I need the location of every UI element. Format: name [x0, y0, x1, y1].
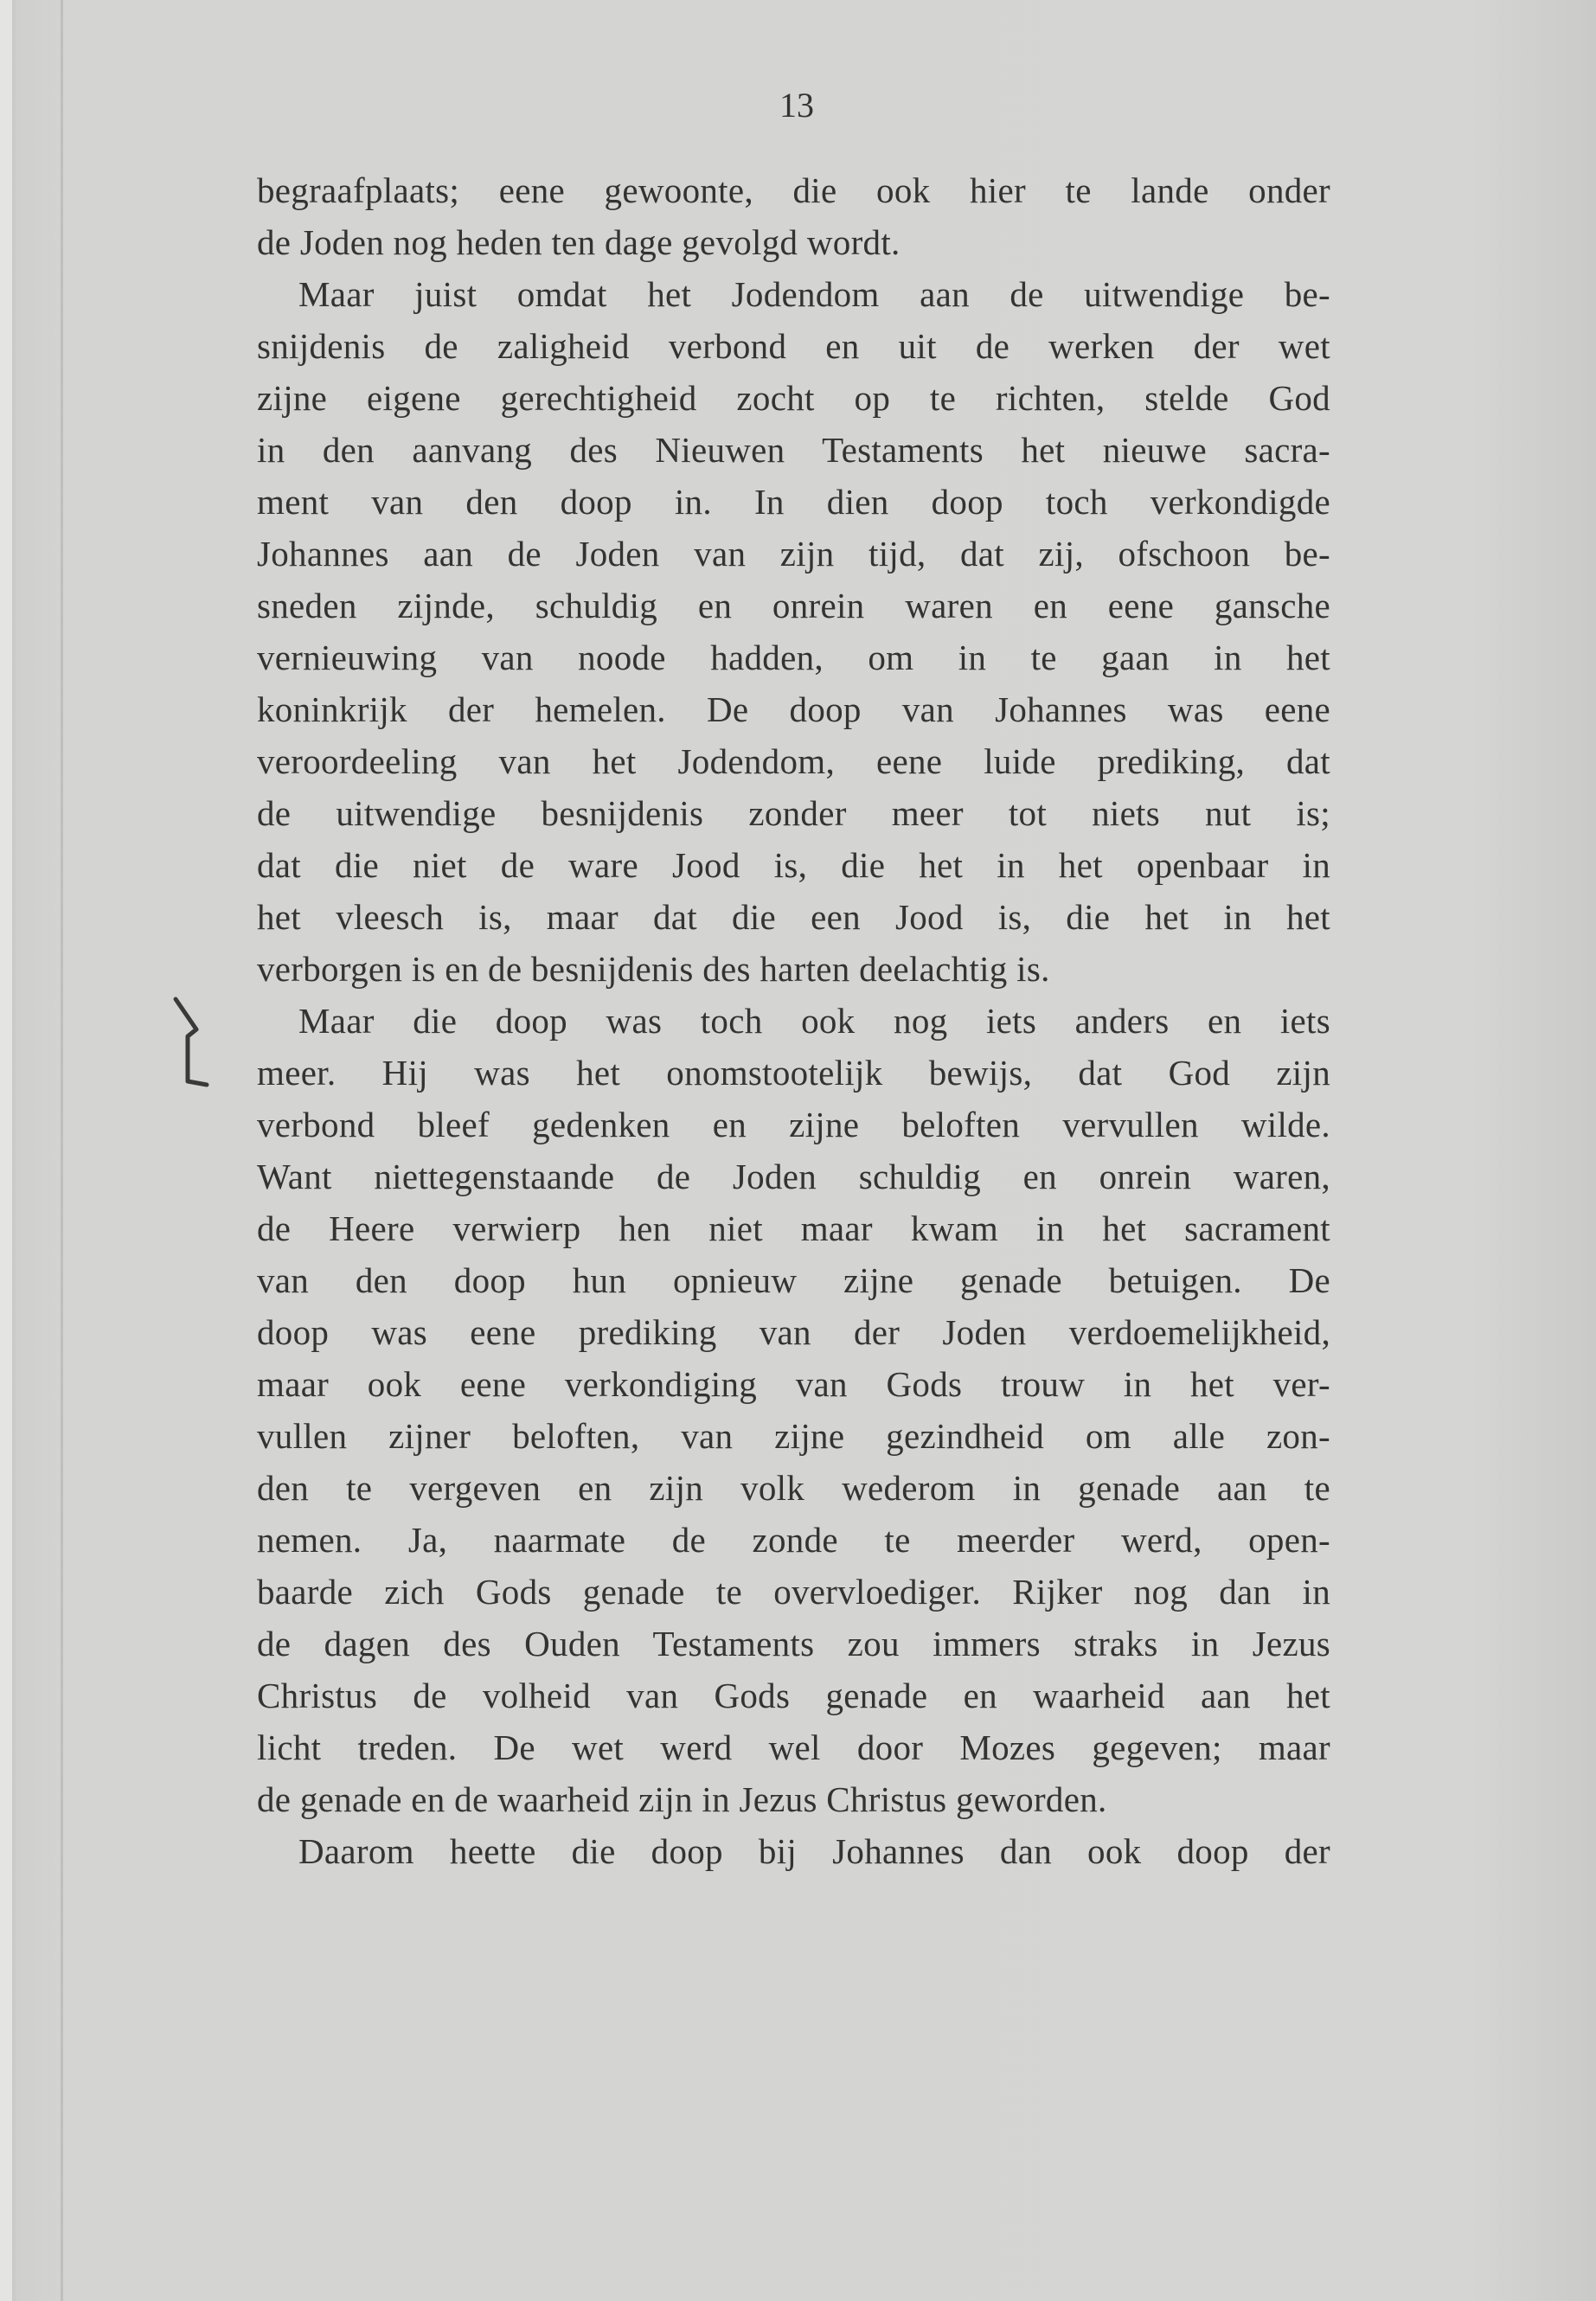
text-line: snijdenis de zaligheid verbond en uit de werken der wet [257, 326, 1330, 366]
text-line: Maar juist omdat het Jodendom aan de uitwendige be- [298, 274, 1330, 314]
text-line: de Heere verwierp hen niet maar kwam in het sacrament [257, 1208, 1330, 1248]
text-line: nemen. Ja, naarmate de zonde te meerder werd, open- [257, 1520, 1330, 1560]
text-line: zijne eigene gerechtigheid zocht op te richten, stelde God [257, 378, 1330, 418]
text-line: de uitwendige besnijdenis zonder meer tot niets nut is; [257, 793, 1330, 833]
text-line: doop was eene prediking van der Joden verdoemelijkheid, [257, 1312, 1330, 1352]
text-line: de genade en de waarheid zijn in Jezus Christus geworden. [257, 1779, 1107, 1819]
text-line: Johannes aan de Joden van zijn tijd, dat zij, ofschoon be- [257, 534, 1330, 574]
text-line: meer. Hij was het onomstootelijk bewijs, dat God zijn [257, 1053, 1330, 1093]
text-line: de Joden nog heden ten dage gevolgd wordt. [257, 222, 901, 262]
text-line: Maar die doop was toch ook nog iets anders en iets [298, 1001, 1330, 1041]
text-line: verborgen is en de besnijdenis des harten deelachtig is. [257, 949, 1050, 989]
page-number: 13 [779, 86, 814, 125]
text-line: het vleesch is, maar dat die een Jood is, die het in het [257, 897, 1330, 937]
page-edge [0, 0, 12, 2301]
text-line: licht treden. De wet werd wel door Mozes gegeven; maar [257, 1727, 1330, 1767]
text-line: begraafplaats; eene gewoonte, die ook hier te lande onder [257, 170, 1330, 210]
text-line: sneden zijnde, schuldig en onrein waren en eene gansche [257, 586, 1330, 625]
text-line: van den doop hun opnieuw zijne genade betuigen. De [257, 1260, 1330, 1300]
text-line: maar ook eene verkondiging van Gods trouw in het ver- [257, 1364, 1330, 1404]
text-line: Want niettegenstaande de Joden schuldig en onrein waren, [257, 1157, 1330, 1196]
text-line: ment van den doop in. In dien doop toch verkondigde [257, 482, 1330, 522]
text-line: baarde zich Gods genade te overvloediger. Rijker nog dan in [257, 1572, 1330, 1612]
text-line: Christus de volheid van Gods genade en waarheid aan het [257, 1676, 1330, 1715]
text-line: verbond bleef gedenken en zijne beloften vervullen wilde. [257, 1105, 1330, 1144]
text-line: Daarom heette die doop bij Johannes dan ook doop der [298, 1831, 1330, 1871]
text-line: vullen zijner beloften, van zijne gezindheid om alle zon- [257, 1416, 1330, 1456]
body-text [257, 164, 1330, 1877]
text-line: vernieuwing van noode hadden, om in te gaan in het [257, 638, 1330, 677]
pencil-margin-mark [169, 995, 221, 1090]
text-line: veroordeeling van het Jodendom, eene luide prediking, dat [257, 741, 1330, 781]
text-line: koninkrijk der hemelen. De doop van Johannes was eene [257, 689, 1330, 729]
text-line: in den aanvang des Nieuwen Testaments het nieuwe sacra- [257, 430, 1330, 470]
text-line: dat die niet de ware Jood is, die het in het openbaar in [257, 845, 1330, 885]
text-line: den te vergeven en zijn volk wederom in genade aan te [257, 1468, 1330, 1508]
text-line: de dagen des Ouden Testaments zou immers straks in Jezus [257, 1624, 1330, 1663]
binding-line [61, 0, 63, 2301]
